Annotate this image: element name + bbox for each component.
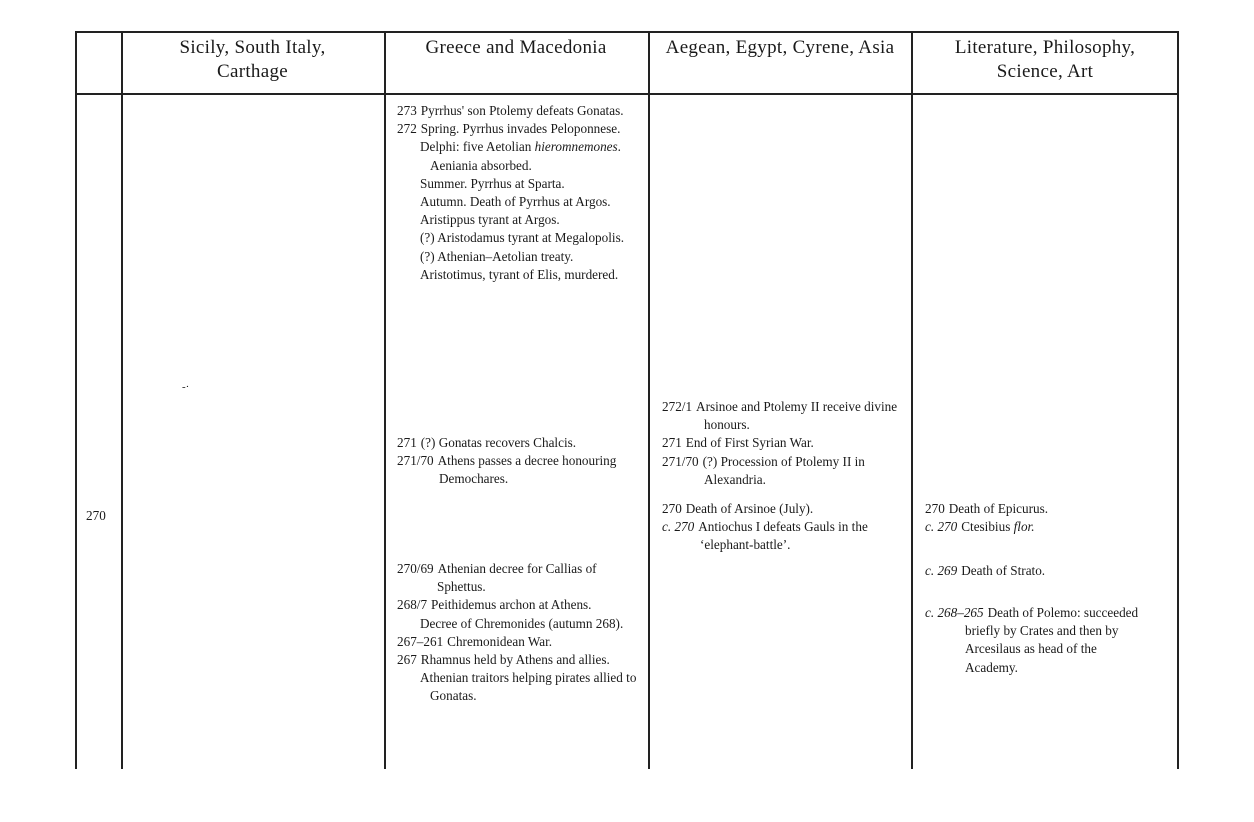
- list-item: [397, 138, 637, 174]
- entry-date: c. 268–265: [925, 605, 984, 620]
- entry-text: . Aeniania absorbed.: [430, 139, 621, 173]
- list-item: [925, 604, 1145, 677]
- entry-text: Antiochus I defeats Gauls in the ‘elephant-battle’.: [698, 519, 868, 553]
- greece-column-270: [397, 560, 637, 706]
- aegean-column: [662, 398, 902, 489]
- literature-column-269: [925, 562, 1170, 580]
- header-literature-text: Literature, Philosophy, Science, Art: [954, 37, 1136, 82]
- entry-text: Chremonidean War.: [447, 633, 553, 649]
- entry-italic-term: hieromnemones: [534, 139, 618, 155]
- stray-mark: -·: [182, 381, 190, 393]
- list-item: [397, 193, 637, 211]
- list-item: [662, 434, 902, 452]
- greece-column-271: [397, 434, 637, 489]
- list-item: [397, 615, 637, 633]
- entry-text: Athens passes a decree honouring Demochares.: [437, 453, 617, 487]
- list-item: [925, 500, 1170, 518]
- greece-column: [397, 102, 637, 284]
- list-item: [397, 596, 637, 614]
- list-item: [397, 120, 637, 138]
- entry-text: Rhamnus held by Athens and allies.: [420, 652, 610, 668]
- list-item: [397, 560, 637, 596]
- entry-date: 267–261: [397, 633, 444, 649]
- entry-date: 272/1: [662, 399, 693, 414]
- header-sicily-text: Sicily, South Italy, Carthage: [179, 37, 326, 82]
- entry-text: Spring. Pyrrhus invades Peloponnese.: [420, 121, 621, 137]
- entry-text: Aristippus tyrant at Argos.: [420, 212, 560, 228]
- year-label: 270: [86, 508, 106, 523]
- header-bottom-rule: [75, 93, 1179, 95]
- entry-text: Athenian decree for Callias of Sphettus.: [437, 561, 597, 595]
- entry-date: 271/70: [397, 453, 434, 469]
- list-item: [397, 452, 637, 488]
- entry-date: 267: [397, 652, 417, 668]
- entry-text: (?) Athenian–Aetolian treaty.: [420, 248, 574, 264]
- list-item: [662, 518, 902, 554]
- list-item: [397, 434, 637, 452]
- entry-text: (?) Gonatas recovers Chalcis.: [420, 435, 577, 450]
- list-item: [397, 229, 637, 247]
- column-rule-3: [648, 31, 650, 769]
- list-item: [397, 266, 637, 284]
- entry-date: 273: [397, 103, 417, 118]
- entry-text: Delphi: five Aetolian: [420, 139, 532, 155]
- entry-text: Pyrrhus' son Ptolemy defeats Gonatas.: [420, 103, 624, 118]
- entry-date: c. 269: [925, 563, 958, 578]
- entry-date: 271/70: [662, 453, 699, 469]
- entry-date: 272: [397, 121, 417, 137]
- entry-text: (?) Procession of Ptolemy II in Alexandria.: [702, 453, 865, 487]
- list-item: [397, 211, 637, 229]
- entry-text: Summer. Pyrrhus at Sparta.: [420, 175, 565, 191]
- header-literature: [923, 36, 1167, 84]
- list-item: [662, 453, 902, 489]
- literature-column-268: [925, 604, 1145, 677]
- entry-text: Death of Polemo: succeeded briefly by Crates and then by Arcesilaus as head of the Academy.: [965, 605, 1139, 675]
- column-rule-1: [121, 31, 123, 769]
- entry-italic-term: flor.: [1013, 519, 1035, 535]
- list-item: [925, 518, 1170, 536]
- list-item: [397, 633, 637, 651]
- column-rule-2: [384, 31, 386, 769]
- entry-date: 271: [397, 435, 417, 450]
- entry-text: Death of Arsinoe (July).: [685, 501, 814, 516]
- entry-date: 270: [925, 501, 945, 516]
- list-item: [397, 669, 637, 705]
- aegean-column-270: [662, 500, 902, 555]
- header-aegean-text: Aegean, Egypt, Cyrene, Asia: [665, 37, 895, 58]
- entry-text: (?) Aristodamus tyrant at Megalopolis.: [420, 230, 624, 246]
- entry-date: 271: [662, 435, 682, 451]
- entry-date: 270/69: [397, 561, 434, 576]
- column-rule-5: [1177, 31, 1179, 769]
- table-top-rule: [75, 31, 1179, 33]
- list-item: [662, 500, 902, 518]
- column-rule-4: [911, 31, 913, 769]
- list-item: [397, 248, 637, 266]
- list-item: [662, 398, 902, 434]
- entry-text: Autumn. Death of Pyrrhus at Argos.: [420, 194, 611, 210]
- list-item: [397, 175, 637, 193]
- entry-text: End of First Syrian War.: [685, 435, 814, 451]
- list-item: [925, 562, 1170, 580]
- entry-text: Athenian traitors helping pirates allied to Gonatas.: [420, 670, 637, 704]
- header-greece: [394, 36, 638, 60]
- entry-text: Arsinoe and Ptolemy II receive divine honours.: [696, 399, 898, 433]
- entry-text: Death of Strato.: [961, 563, 1046, 578]
- column-rule-0: [75, 31, 77, 769]
- entry-date: 268/7: [397, 597, 428, 613]
- entry-text: Decree of Chremonides (autumn 268).: [420, 615, 624, 631]
- list-item: [397, 102, 637, 120]
- entry-text: Ctesibius: [961, 519, 1011, 535]
- entry-text: Peithidemus archon at Athens.: [431, 597, 592, 613]
- header-aegean: [660, 36, 900, 60]
- list-item: [397, 651, 637, 669]
- entry-date: 270: [662, 501, 682, 516]
- entry-date: c. 270: [925, 519, 958, 535]
- entry-text: Death of Epicurus.: [948, 501, 1049, 516]
- entry-text: Aristotimus, tyrant of Elis, murdered.: [420, 266, 619, 282]
- header-sicily: [150, 36, 355, 84]
- literature-column: [925, 500, 1170, 536]
- entry-date: c. 270: [662, 519, 695, 535]
- header-greece-text: Greece and Macedonia: [425, 37, 607, 58]
